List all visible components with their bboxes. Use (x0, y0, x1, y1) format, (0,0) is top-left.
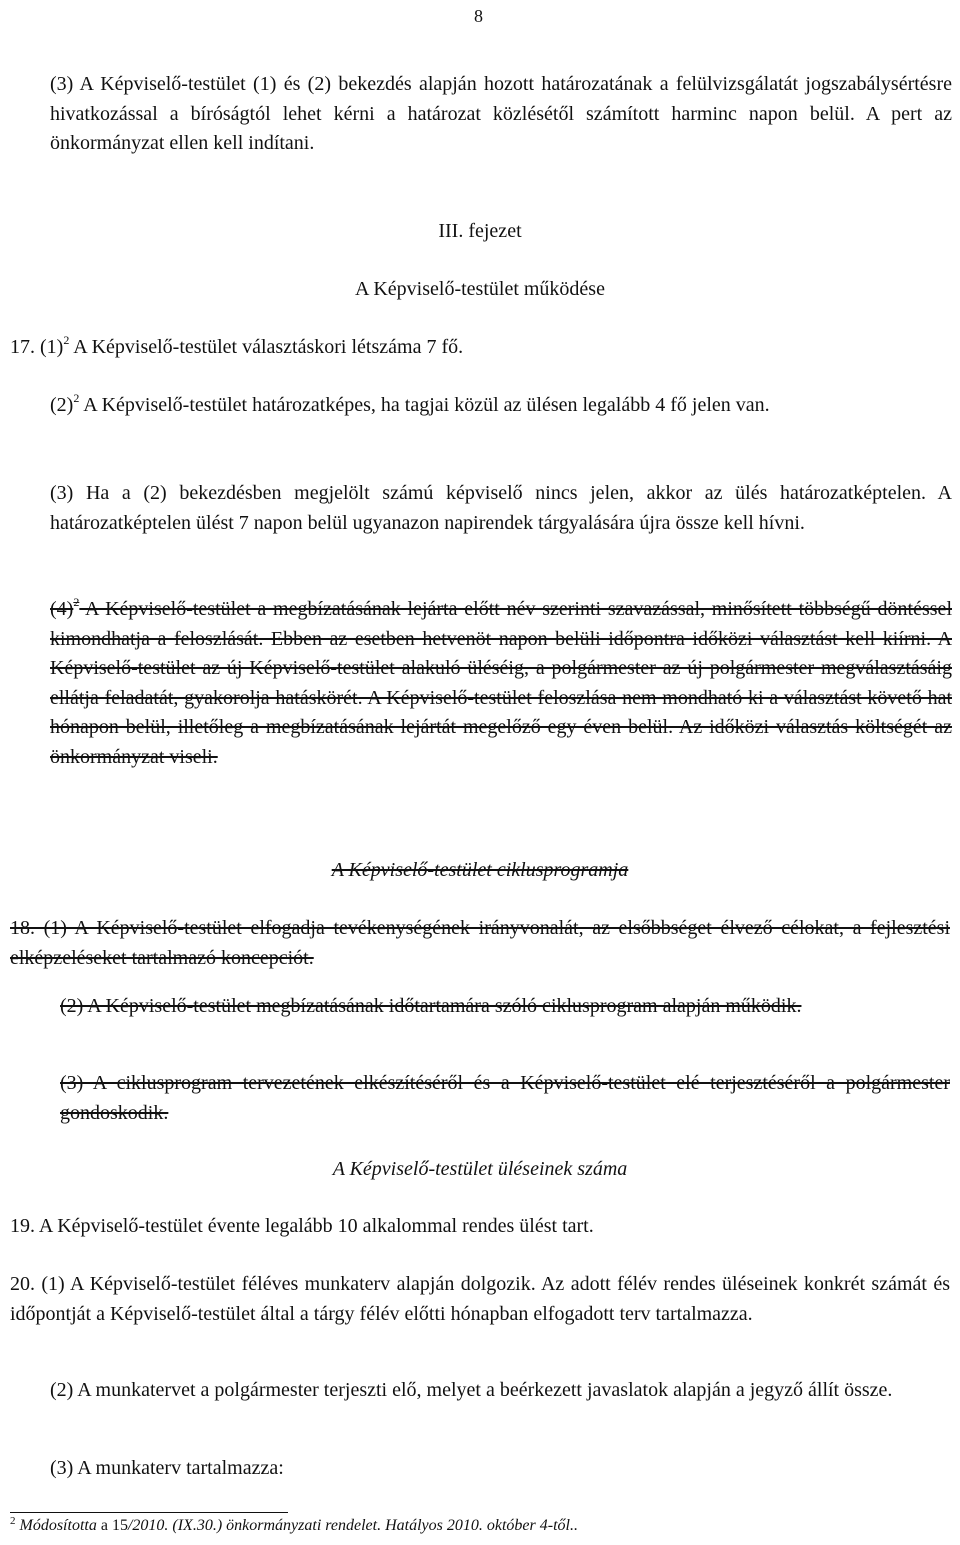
section-17-1-text: A Képviselő-testület választáskori létszáma 7 fő. (69, 336, 464, 358)
footnote-text-a: Módosította (15, 1517, 97, 1534)
footnote (10, 1516, 578, 1536)
section-20-2: (2) A munkatervet a polgármester terjeszti elő, melyet a beérkezett javaslatok alapján a jegyző állít össze. (50, 1379, 893, 1401)
section-17-4-prefix: (4) (50, 598, 74, 620)
footnote-ref: 2 (73, 595, 80, 609)
section-17-1 (10, 333, 950, 363)
page-number: 8 (474, 6, 483, 26)
section-18-3: (3) A ciklusprogram tervezetének elkészítéséről és a Képviselő-testület elé terjesztéséről a polgármester gondoskodik. (60, 1072, 950, 1124)
paragraph-16-3: (3) A Képviselő-testület (1) és (2) bekezdés alapján hozott határozatának a felülvizsgálatát jogszabálysértésre hivatkozással a bíróságtól lehet kérni a határozat közlésétől számított harminc napon belül. A pert az önkormányzat ellen kell indítani. (50, 73, 952, 154)
section-18-2: (2) A Képviselő-testület megbízatásának időtartamára szóló ciklusprogram alapján működik. (60, 995, 802, 1017)
section-17-2 (50, 391, 952, 421)
section-17-2-text: A Képviselő-testület határozatképes, ha tagjai közül az ülésen legalább 4 fő jelen van. (79, 394, 770, 416)
footnote-marker: 2 (10, 1515, 16, 1527)
footnote-divider (10, 1512, 288, 1513)
footnote-text-b: a 15 (96, 1517, 128, 1534)
chapter-number: III. fejezet (438, 220, 522, 242)
footnote-text-c: /2010. (IX.30.) önkormányzati rendelet. Hatályos 2010. október 4-től.. (127, 1517, 578, 1534)
section-17-2-prefix: (2) (50, 394, 74, 416)
section-17-4-text: A Képviselő-testület a megbízatásának lejárta előtt név szerinti szavazással, minősített többségű döntéssel kimondhatja a feloszlását. Ebben az esetben hetvenöt napon belüli időpontra időközi választást kell kiírni. A Képviselő-testület az új Képviselő-testület alakuló üléséig, a polgármester az új polgármester megválasztásáig ellátja feladatát, gyakorolja hatáskörét. A Képviselő-testület feloszlása nem mondható ki a választást követő hat hónapon belül, illetőleg a megbízatásának lejártát megelőző egy éven belül. Az időközi választás költségét az önkormányzat viseli. (50, 598, 952, 768)
section-17-4 (50, 595, 952, 772)
footnote-ref: 2 (73, 391, 80, 405)
section-20-3: (3) A munkaterv tartalmazza: (50, 1457, 284, 1479)
section-18-1: 18. (1) A Képviselő-testület elfogadja tevékenységének irányvonalát, az elsőbbséget élvező célokat, a fejlesztési elképzeléseket tartalmazó koncepciót. (10, 917, 950, 969)
cycle-program-heading: A Képviselő-testület ciklusprogramja (331, 859, 629, 881)
footnote-ref: 2 (63, 333, 70, 347)
section-20-1: 20. (1) A Képviselő-testület féléves munkaterv alapján dolgozik. Az adott félév rendes üléseinek konkrét számát és időpontját a Képviselő-testület által a tárgy félév előtti hónapban elfogadott terv tartalmazza. (10, 1273, 950, 1325)
sessions-heading: A Képviselő-testület üléseinek száma (332, 1158, 628, 1180)
chapter-title: A Képviselő-testület működése (355, 278, 605, 300)
section-17-prefix: 17. (1) (10, 336, 64, 358)
section-19: 19. A Képviselő-testület évente legalább 10 alkalommal rendes ülést tart. (10, 1215, 594, 1237)
section-17-3: (3) Ha a (2) bekezdésben megjelölt számú képviselő nincs jelen, akkor az ülés határozatképtelen. A határozatképtelen ülést 7 napon belül ugyanazon napirendek tárgyalására újra össze kell hívni. (50, 482, 952, 534)
